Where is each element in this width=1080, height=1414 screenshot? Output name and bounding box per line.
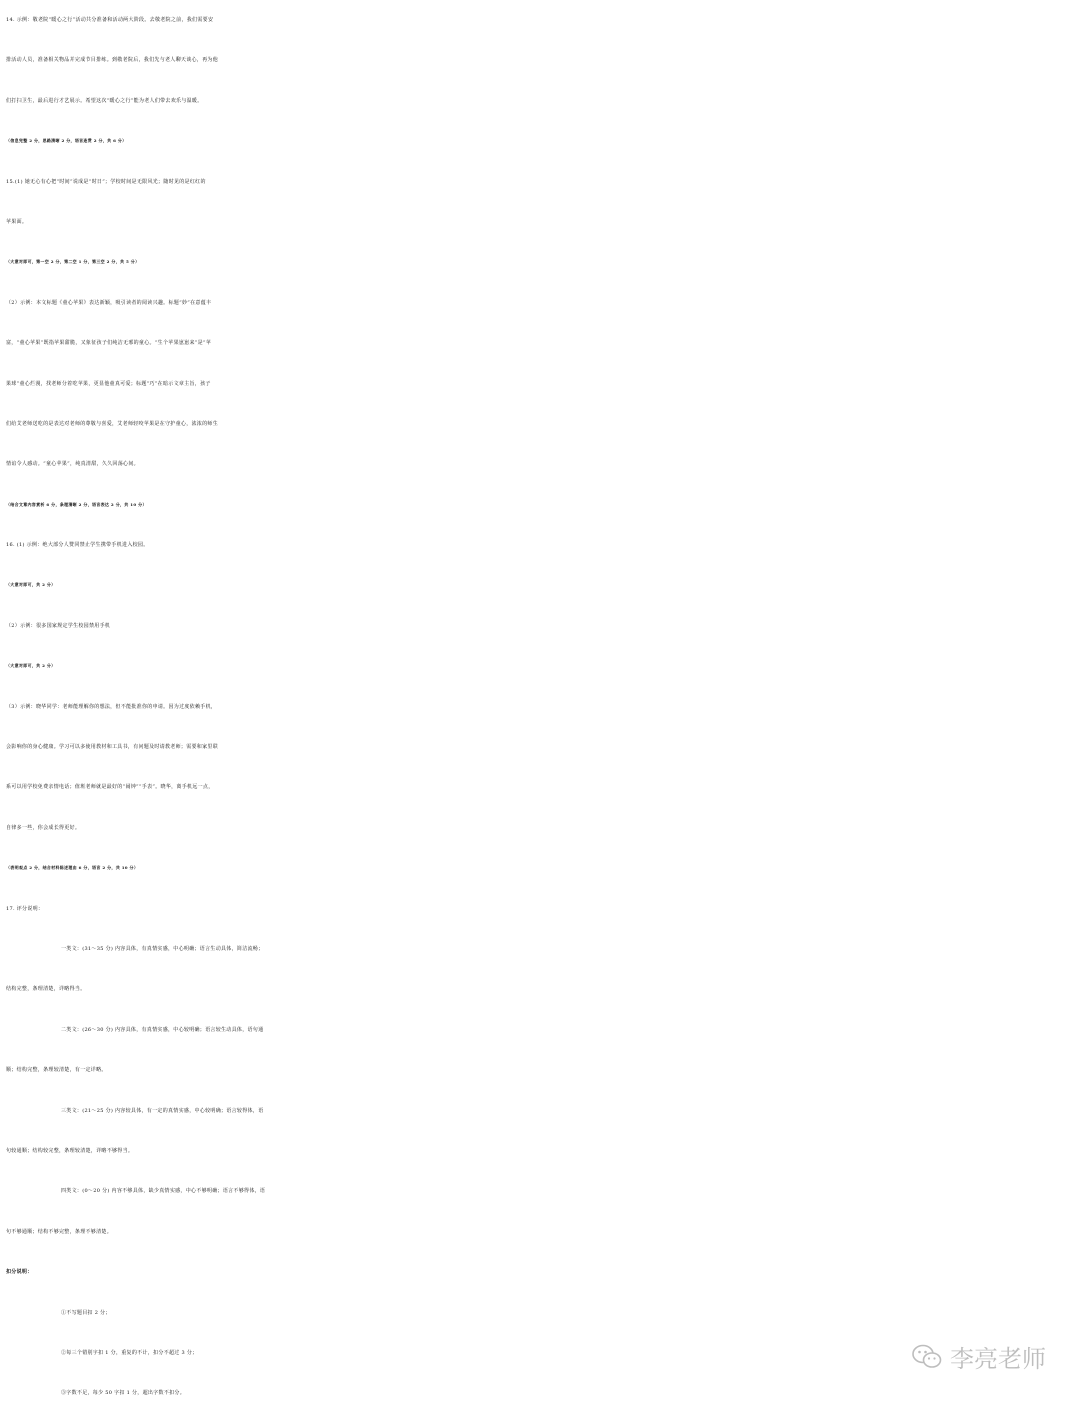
- score-note: （信息完整 2 分，思路清晰 2 分，语言连贯 2 分，共 6 分）: [6, 138, 127, 144]
- wechat-icon: [912, 1344, 942, 1370]
- text-line: 16. (1) 示例：绝大部分人赞同禁止学生携带手机进入校园。: [6, 542, 149, 549]
- text-line: 15.(1) 她无心有心把“时间”说成是“时日”；学校时间是无限风光；随时见的是红红的: [6, 178, 206, 185]
- text-line: ②每三个错别字扣 1 分，重复的不计，扣分不超过 3 分；: [61, 1349, 198, 1356]
- text-line: 苹果面。: [6, 218, 28, 225]
- text-line: 果球”童心烂漫，找老师分着吃苹果，更显他童真可爱；标题“巧”在暗示文章主旨，孩子: [6, 380, 211, 387]
- watermark-text: 李亮老师: [950, 1345, 1046, 1373]
- text-line: 结构完整，条理清楚，详略得当。: [6, 986, 86, 993]
- section-heading: 扣分说明：: [6, 1269, 33, 1276]
- text-line: 们给艾老师送吃的是表达对老师的尊敬与喜爱，艾老师轻咬苹果是在守护童心，浓浓的师生: [6, 420, 219, 427]
- score-note: （大意对即可，第一空 2 分，第二空 1 分，第三空 2 分，共 5 分）: [6, 259, 140, 265]
- score-note: （大意对即可，共 2 分）: [6, 582, 56, 588]
- text-line: 会影响你的身心健康。学习可以多使用教材和工具书，有问题及时请教老师；需要和家里联: [6, 744, 219, 751]
- text-line: 系可以用学校免费亲情电话；值班老师就是最好的“闹钟”“手表”。晓华，离手机远一点，: [6, 784, 214, 791]
- text-line: 自律多一些，你会成长得更好。: [6, 824, 81, 831]
- text-line: 14. 示例：敬老院“暖心之行”活动共分准备和活动两大阶段。去敬老院之前，我们需要安: [6, 17, 214, 23]
- text-line: 们打扫卫生，最后进行才艺展示。希望这次“暖心之行”能为老人们带去欢乐与温暖。: [6, 97, 203, 104]
- text-line: （3）示例：晓华同学：老师能理解你的想法，但不能批准你的申请。因为过度依赖手机，: [6, 703, 217, 710]
- text-line: 17. 评分说明：: [6, 905, 44, 912]
- watermark: [912, 1339, 1046, 1374]
- text-line: 三类文：(21～25 分) 内容较具体，有一定的真情实感，中心较明确；语言较得体，语: [61, 1107, 264, 1114]
- text-line: 排活动人员，准备相关物品并完成节目排练。到敬老院后，我们先与老人聊天谈心，再为他: [6, 57, 219, 64]
- text-line: 顺；结构完整，条理较清楚，有一定详略。: [6, 1067, 107, 1074]
- document-body: [6, 0, 1078, 1414]
- text-line: 句较通顺；结构较完整，条理较清楚，详略不够得当。: [6, 1147, 134, 1154]
- text-line: 四类文：(0～20 分) 内容不够具体，缺少真情实感，中心不够明确；语言不够得体，语: [61, 1188, 266, 1195]
- text-line: ①不写题目扣 2 分；: [61, 1309, 111, 1316]
- text-line: （2）示例：很多国家规定学生校园禁用手机: [6, 622, 111, 629]
- score-note: （表明观点 2 分，结合材料陈述理由 6 分，语言 2 分，共 10 分）: [6, 865, 139, 871]
- text-line: 富，“童心苹果”既指苹果甜脆，又象征孩子们纯洁无邪的童心。“生个苹果崽崽来”是“苹: [6, 340, 212, 347]
- text-line: 句不够通顺；结构不够完整，条理不够清楚。: [6, 1228, 113, 1235]
- score-note: （结合文章内容赏析 6 分，条理清晰 2 分，语言表达 2 分，共 10 分）: [6, 501, 147, 507]
- text-line: （2）示例：本文标题《童心苹果》表达新颖，吸引读者的阅读兴趣。标题“妙”在意蕴丰: [6, 299, 212, 306]
- text-line: 情谊令人感动。“童心苹果”，纯真清甜，久久回荡心间。: [6, 461, 139, 468]
- text-line: 二类文：(26～30 分) 内容具体，有真情实感，中心较明确；语言较生动具体，语句通: [61, 1026, 264, 1033]
- text-line: ③字数不足，每少 50 字扣 1 分，超出字数不扣分。: [61, 1390, 186, 1397]
- score-note: （大意对即可，共 2 分）: [6, 663, 56, 669]
- text-line: 一类文：(31～35 分) 内容具体，有真情实感，中心明确；语言生动具体，简洁流畅；: [61, 945, 264, 952]
